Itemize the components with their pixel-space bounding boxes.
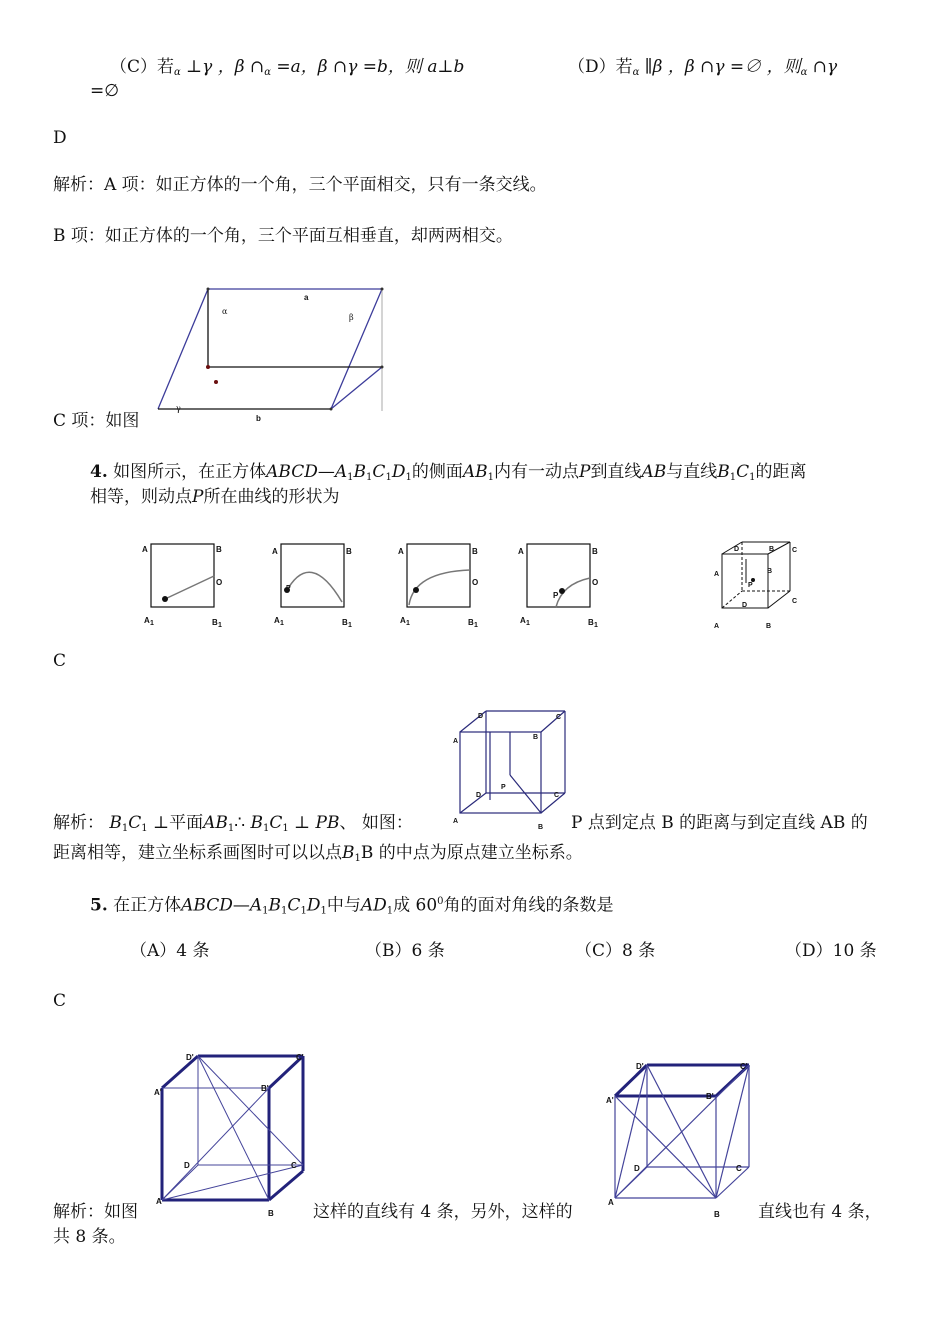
option-figure-a <box>140 540 230 632</box>
svg-text:B: B <box>472 547 478 556</box>
beta-label: β <box>349 313 354 322</box>
svg-text:1: 1 <box>474 622 478 629</box>
svg-text:B: B <box>769 546 775 553</box>
svg-text:P: P <box>748 582 753 589</box>
svg-text:A: A <box>714 623 720 630</box>
svg-text:1: 1 <box>348 622 352 629</box>
svg-text:1: 1 <box>218 622 222 629</box>
svg-text:C: C <box>556 714 562 721</box>
svg-text:B: B <box>342 618 348 627</box>
svg-text:A: A <box>272 547 278 556</box>
svg-text:A: A <box>156 1197 162 1206</box>
svg-text:B: B <box>346 547 352 556</box>
svg-text:A: A <box>520 616 526 625</box>
svg-text:P: P <box>286 585 291 592</box>
svg-text:A: A <box>518 547 524 556</box>
svg-text:A: A <box>608 1198 614 1207</box>
svg-text:B: B <box>767 568 773 575</box>
gamma-label: γ <box>176 404 181 413</box>
svg-text:D': D' <box>636 1062 644 1071</box>
analysis-q4-line2: 距离相等，建立坐标系画图时可以以点$B_1B$ 的中点为原点建立坐标系。 <box>53 843 583 864</box>
svg-text:B': B' <box>261 1084 269 1093</box>
svg-text:B': B' <box>706 1092 714 1101</box>
svg-text:A': A' <box>154 1088 162 1097</box>
svg-text:O: O <box>592 578 599 587</box>
analysis-q4-tail: P 点到定点 B 的距离与到定直线 AB 的 <box>571 813 868 833</box>
svg-text:1: 1 <box>280 620 284 627</box>
svg-text:C': C' <box>296 1053 304 1062</box>
svg-text:C: C <box>792 547 798 554</box>
svg-text:O: O <box>472 578 479 587</box>
q5-option-d: （D）10 条 <box>785 941 877 961</box>
svg-text:B: B <box>588 618 594 627</box>
analysis-q3-a: 解析：A 项：如正方体的一个角，三个平面相交，只有一条交线。 <box>53 175 547 195</box>
question-4-line2: 相等，则动点P所在曲线的形状为 <box>90 487 340 507</box>
middle-cube-figure <box>452 705 582 835</box>
svg-text:B: B <box>538 824 544 831</box>
analysis-q5-tail: 直线也有 4 条， <box>758 1202 882 1222</box>
svg-text:1: 1 <box>150 620 154 627</box>
svg-text:B: B <box>766 623 772 630</box>
analysis-q4-line1: 解析： $B_1C_1$ ⊥平面$AB_1\therefore$ $B_1C_1$ ⊥ PB、 如图： <box>53 813 413 834</box>
svg-text:P: P <box>501 784 506 791</box>
svg-text:C: C <box>792 598 798 605</box>
svg-text:C': C' <box>740 1062 748 1071</box>
q5-option-b: （B）6 条 <box>365 941 445 961</box>
svg-text:D: D <box>734 546 740 553</box>
svg-text:D: D <box>742 602 748 609</box>
svg-text:B: B <box>592 547 598 556</box>
svg-text:P: P <box>553 591 559 600</box>
big-cube-figure-1 <box>150 1046 320 1216</box>
svg-text:B: B <box>216 545 222 554</box>
analysis-q5-line2: 共 8 条。 <box>53 1227 126 1247</box>
answer-q5: C <box>53 991 67 1011</box>
option-figure-c <box>396 540 486 632</box>
svg-text:B: B <box>212 618 218 627</box>
answer-q3: D <box>53 128 67 148</box>
q5-option-a: （A）4 条 <box>130 941 210 961</box>
svg-text:D: D <box>634 1164 640 1173</box>
option-d-continuation: =∅ <box>90 81 120 101</box>
svg-text:A: A <box>142 545 148 554</box>
three-planes-figure <box>150 280 390 423</box>
svg-text:B: B <box>533 734 539 741</box>
line-b-label: b <box>256 414 261 423</box>
answer-q4: C <box>53 651 67 671</box>
svg-text:A': A' <box>606 1096 614 1105</box>
svg-text:1: 1 <box>526 620 530 627</box>
svg-text:A: A <box>714 571 720 578</box>
svg-text:A: A <box>453 818 459 825</box>
option-c-q3: （C）若$_\alpha$ ⊥γ ，β $\cap_\alpha =a$，β ∩γ =b，则 a⊥b <box>110 57 465 78</box>
svg-text:O: O <box>216 578 223 587</box>
svg-text:A: A <box>453 738 459 745</box>
big-cube-figure-2 <box>600 1055 770 1225</box>
svg-text:A: A <box>400 616 406 625</box>
svg-text:B: B <box>268 1209 274 1218</box>
svg-text:C: C <box>554 792 560 799</box>
analysis-q3-b: B 项：如正方体的一个角，三个平面互相垂直，却两两相交。 <box>53 226 513 246</box>
line-a-label: a <box>304 293 309 302</box>
svg-text:1: 1 <box>594 622 598 629</box>
svg-text:D: D <box>478 713 484 720</box>
svg-text:D: D <box>476 792 482 799</box>
option-d-q3: （D）若$_\alpha$ ∥β ，β ∩γ =∅ ，则$_\alpha$ ∩γ <box>568 57 838 78</box>
svg-text:1: 1 <box>406 620 410 627</box>
svg-text:C: C <box>291 1161 297 1170</box>
q5-option-c: （C）8 条 <box>575 941 656 961</box>
svg-text:A: A <box>144 616 150 625</box>
analysis-q5-mid: 这样的直线有 4 条，另外，这样的 <box>313 1202 573 1222</box>
analysis-q3-c: C 项：如图 <box>53 411 140 431</box>
svg-text:B: B <box>714 1210 720 1219</box>
svg-text:A: A <box>398 547 404 556</box>
svg-text:D: D <box>184 1161 190 1170</box>
small-cube-figure <box>710 535 810 635</box>
alpha-label: α <box>222 307 228 316</box>
option-figure-d <box>516 540 606 632</box>
question-5: 5. 在正方体$ABCD—A_1B_1C_1D_1$中与$AD_1$成 $60^0$角的面对角线的条数是 <box>90 895 614 917</box>
svg-text:A: A <box>274 616 280 625</box>
question-4-line1: 4. 如图所示，在正方体$ABCD—A_1B_1C_1D_1$的侧面$AB_1$内有一动点P到直线AB与直线$B_1C_1$的距离 <box>90 462 807 483</box>
option-figure-b <box>270 540 360 632</box>
svg-text:D': D' <box>186 1053 194 1062</box>
svg-text:C: C <box>736 1164 742 1173</box>
svg-text:B: B <box>468 618 474 627</box>
analysis-q5-pre: 解析：如图 <box>53 1202 138 1222</box>
